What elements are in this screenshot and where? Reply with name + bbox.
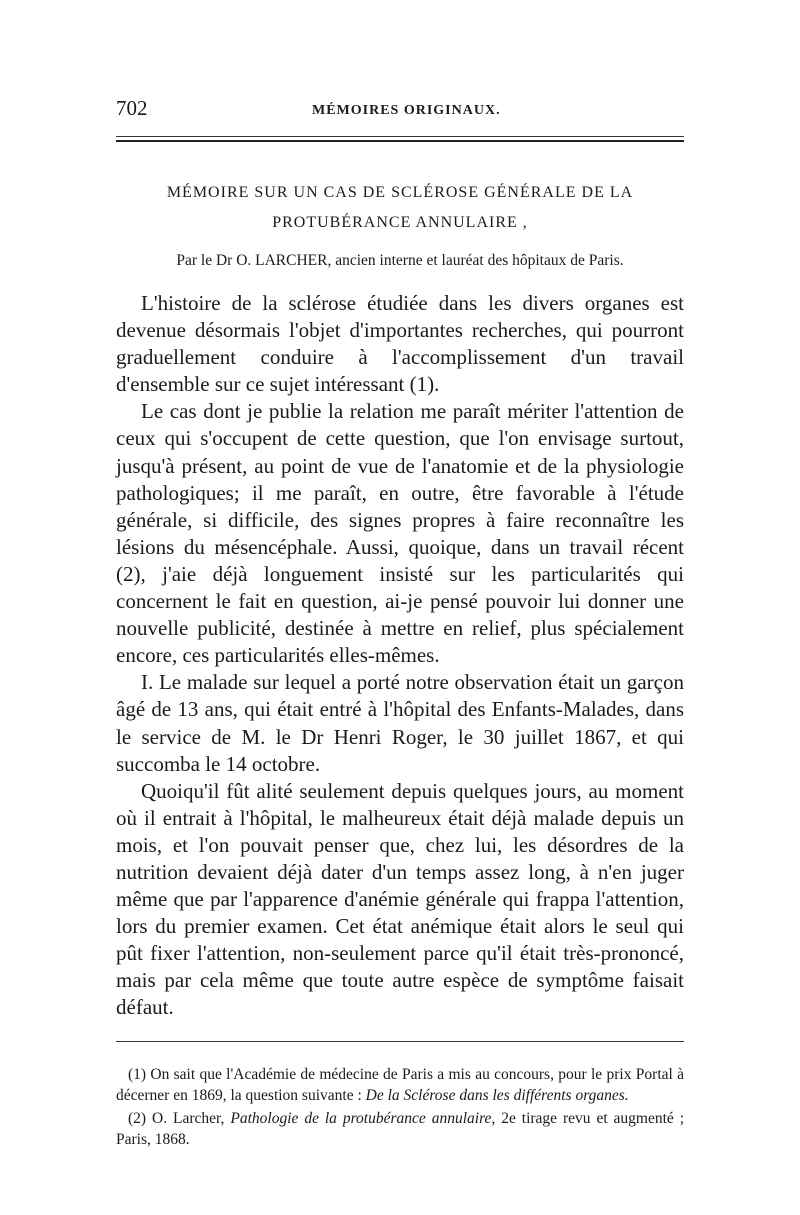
footnote-2 [116,1108,684,1150]
article-title-line-2: PROTUBÉRANCE ANNULAIRE , [272,214,528,231]
page-number: 702 [116,96,148,120]
footnotes [116,1064,684,1152]
byline: Par le Dr O. LARCHER, ancien interne et lauréat des hôpitaux de Paris. [176,252,624,269]
footnote-1 [116,1064,684,1106]
header-rule-thick [116,140,684,142]
header-rule [116,136,684,137]
footnote-2-italic: Pathologie de la protubérance annulaire, [230,1110,496,1127]
paragraph: I. Le malade sur lequel a porté notre observation était un garçon âgé de 13 ans, qui était entré à l'hôpital des Enfants-Malades, dans le service de M. le Dr Henri Roger, le 30 juillet 1867, et qui succomba le 14 octobre. [116,670,684,776]
article-title-line-1: MÉMOIRE SUR UN CAS DE SCLÉROSE GÉNÉRALE DE LA [166,184,634,201]
body-text [116,290,684,1022]
paragraph: Quoiqu'il fût alité seulement depuis quelques jours, au moment où il entrait à l'hôpital, le malheureux était déjà malade depuis un mois, et l'on pouvait penser que, chez lui, les désordres de la nutrition devaient déjà dater d'un temps assez long, à n'en juger même que par l'apparence d'anémie générale qui frappa l'attention, lors du premier examen. Cet état anémique était alors le seul qui pût fixer l'attention, non-seulement parce qu'il était très-prononcé, mais par cela même que toute autre espèce de symptôme faisait défaut. [116,778,684,1020]
running-title: MÉMOIRES ORIGINAUX. [312,103,501,118]
paragraph: Le cas dont je publie la relation me paraît mériter l'attention de ceux qui s'occupent de cette question, que l'on envisage surtout, jusqu'à présent, au point de vue de l'anatomie et de la physiologie pathologiques; il me paraît, en outre, être favorable à l'étude générale, si difficile, des signes propres à faire reconnaître les lésions du mésencéphale. Aussi, quoique, dans un travail récent (2), j'aie déjà longuement insisté sur les particularités qui concernent le fait en question, ai-je pensé pouvoir lui donner une nouvelle publicité, destinée à mettre en relief, plus spécialement encore, ces particularités elles-mêmes. [116,399,684,668]
running-header [116,96,684,126]
footnote-1-italic: De la Sclérose dans les différents organes. [365,1087,629,1104]
footnote-2-tail: 2e tirage revu et augmenté ; Paris, 1868. [116,1110,685,1148]
footnote-1-text: (1) On sait que l'Académie de médecine de Paris a mis au concours, pour le prix Portal à décerner en 1869, la question suivante : [116,1066,684,1104]
footnote-rule [116,1041,684,1042]
paragraph: L'histoire de la sclérose étudiée dans les divers organes est devenue désormais l'objet d'importantes recherches, qui pourront graduellement conduire à l'accomplissement d'un travail d'ensemble sur ce sujet intéressant (1). [116,291,684,397]
page [116,0,684,1215]
footnote-2-lead: (2) O. Larcher, [128,1110,225,1127]
article-title [116,178,684,238]
